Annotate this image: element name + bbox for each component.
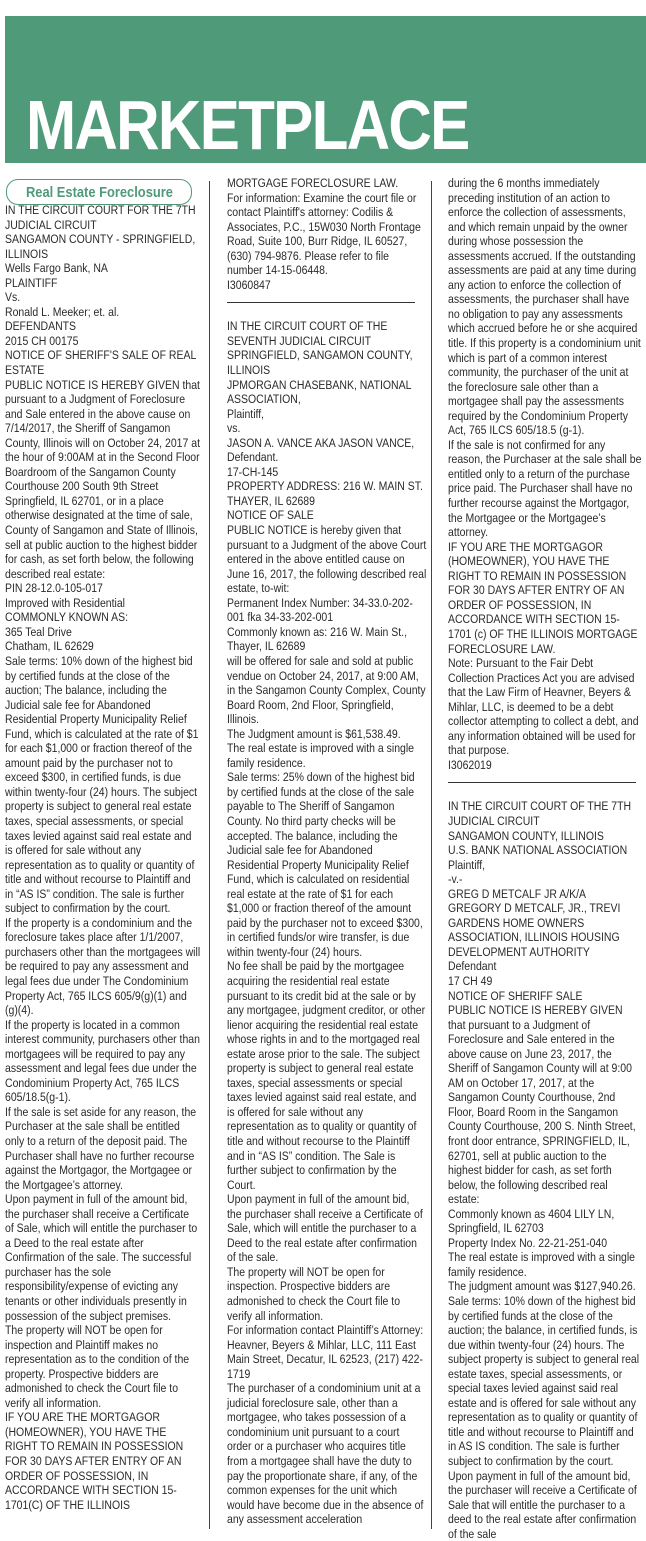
notice-paragraph: PIN 28-12.0-105-017: [5, 581, 103, 596]
notice-paragraph: Chatham, IL 62629: [5, 639, 94, 654]
notice-paragraph: Commonly known as: 216 W. Main St., Thayer, IL 62689: [227, 624, 408, 654]
notice-paragraph: COMMONLY KNOWN AS:: [5, 610, 129, 625]
notice-paragraph: PUBLIC NOTICE IS HEREBY GIVEN that pursuant to a Judgment of Foreclosure and Sale entered in the above cause on June 23, 2017, the Sheriff of Sangamon County will at 9:00 AM on October 17, 2017, at the Sangamon County Courthouse, 2nd Floor, Board Room in the Sangamon County Courthouse, 200 S. Ninth Street, front door entrance, SPRINGFIELD, IL, 62701, sell at public auction to the highest bidder for cash, as set forth below, the following described real estate:: [448, 1003, 636, 1207]
notice-paragraph: Upon payment in full of the amount bid, the purchaser will receive a Certificate of Sale that will entitle the purchaser to a deed to the real estate after confirmation of the sale: [448, 1468, 637, 1541]
notice-paragraph: Plaintiff,: [448, 857, 486, 872]
notice-paragraph: Commonly known as 4604 LILY LN, Springfield, IL 62703: [448, 1206, 615, 1236]
notice-paragraph: Sale terms: 10% down of the highest bid by certified funds at the close of the auction; The balance, including the Judicial sale fee for Abandoned Residential Property Municipality Relief Fund, which is calculated at the rate of $1 for each $1,000 or fraction thereof of the amount paid by the purchaser not to exceed $300, in certified funds, is due within twenty-four (24) hours. The subject property is subject to general real estate taxes, special assessments, or special taxes levied against said real estate and is offered for sale without any representation as to quality or quantity of title and without recourse to Plaintiff and in “AS IS” condition. The sale is further subject to confirmation by the court.: [5, 653, 199, 916]
notice-paragraph: SANGAMON COUNTY - SPRINGFIELD, ILLINOIS: [5, 232, 196, 261]
notice-paragraph: will be offered for sale and sold at public vendue on October 24, 2017, at 9:00 AM, in the Sangamon County Complex, County Board Room, 2nd Floor, Springfield, Illinois.: [227, 653, 426, 727]
notice-paragraph: Defendant: [448, 959, 497, 974]
notice-paragraph: Sale terms: 10% down of the highest bid by certified funds at the close of the auction; the balance, in certified funds, is due within twenty-four (24) hours. The subject property is subject to general real estate taxes, special assessments, or special taxes levied against said real estate and is offered for sale without any representation as to quality or quantity of title and without recourse to Plaintiff and in AS IS condition. The sale is further subject to confirmation by the court.: [448, 1294, 640, 1469]
notice-paragraph: IF YOU ARE THE MORTGAGOR (HOMEOWNER), YOU HAVE THE RIGHT TO REMAIN IN POSSESSION FOR 30 DAYS AFTER ENTRY OF AN ORDER OF POSSESSION, IN ACCORDANCE WITH SECTION 15-1701 (c) OF THE ILLINOIS MORTGAGE FORECLOSURE LAW.: [448, 539, 638, 656]
notice-paragraph: PUBLIC NOTICE IS HEREBY GIVEN that pursuant to a Judgment of Foreclosure and Sale entered in the above cause on 7/14/2017, the Sheriff of Sangamon County, Illinois will on October 24, 2017 at the hour of 9:00AM at in the Second Floor Boardroom of the Sangamon County Courthouse 200 South 9th Street Springfield, IL 62701, or in a place otherwise designated at the time of sale, County of Sangamon and State of Illinois, sell at public auction to the highest bidder for cash, as set forth below, the following described real estate:: [5, 377, 200, 581]
notice-paragraph: 17 CH 49: [448, 973, 493, 988]
notice-paragraph: NOTICE OF SHERIFF SALE: [448, 988, 583, 1003]
notice-paragraph: If the sale is set aside for any reason, the Purchaser at the sale shall be entitled only to a return of the deposit paid. The Purchaser shall have no further recourse against the Mortgagor, the Mortgagee or the Mortgagee’s attorney.: [5, 1104, 197, 1192]
notice-paragraph: Permanent Index Number: 34-33.0-202-001 fka 34-33-202-001: [227, 595, 413, 625]
legal-notice-metcalf: [448, 799, 642, 1541]
notice-paragraph: PLAINTIFF: [5, 275, 58, 290]
notice-paragraph: PUBLIC NOTICE is hereby given that pursuant to a Judgment of the above Court entered in the above entitled cause on June 16, 2017, the following described real estate, to-wit:: [227, 523, 427, 596]
notice-paragraph: IF YOU ARE THE MORTGAGOR (HOMEOWNER), YOU HAVE THE RIGHT TO REMAIN IN POSSESSION FOR 30 DAYS AFTER ENTRY OF AN ORDER OF POSSESSION, IN ACCORDANCE WITH SECTION 15-1701(C) OF THE ILLINOIS: [5, 1410, 184, 1512]
notice-paragraph: SANGAMON COUNTY, ILLINOIS: [448, 828, 604, 843]
notice-paragraph: The property will NOT be open for inspection and Plaintiff makes no representation as to the condition of the property. Prospective bidders are admonished to check the Court file to verify all information.: [5, 1323, 190, 1410]
notice-paragraph: I3060847: [227, 277, 271, 292]
column-divider: [209, 181, 210, 1529]
notice-separator: [227, 302, 415, 303]
notice-paragraph: The judgment amount was $127,940.26.: [448, 1279, 636, 1294]
notice-paragraph: Property Index No. 22-21-251-040: [448, 1235, 608, 1250]
notice-paragraph: JPMORGAN CHASEBANK, NATIONAL ASSOCIATION,: [227, 377, 412, 407]
notice-paragraph: If the property is located in a common interest community, purchasers other than mortgagees will be required to pay any assessment and legal fees due under the Condominium Property Act, 765 ILCS 605/18.5(g-1).: [5, 1017, 200, 1105]
legal-notice-vance: [227, 319, 427, 1526]
notice-paragraph: -v.-: [448, 872, 463, 887]
notice-paragraph: NOTICE OF SALE: [227, 508, 314, 523]
notice-paragraph: Upon payment in full of the amount bid, the purchaser shall receive a Certificate of Sale, which will entitle the purchaser to a Deed to the real estate after Confirmation of the sale. The successful purchaser has the sole responsibility/expense of evicting any tenants or other individuals presently in possession of the subject premises.: [5, 1192, 198, 1323]
page-title: MARKETPLACE: [26, 86, 469, 164]
column-middle: [227, 176, 427, 1527]
notice-paragraph: 2015 CH 00175: [5, 333, 79, 348]
notice-paragraph: PROPERTY ADDRESS: 216 W. MAIN ST. THAYER, IL 62689: [227, 479, 423, 508]
notice-paragraph: Defendant.: [227, 450, 279, 465]
notice-paragraph: U.S. BANK NATIONAL ASSOCIATION: [448, 843, 628, 858]
notice-paragraph: The purchaser of a condominium unit at a judicial foreclosure sale, other than a mortgagee, who takes possession of a condominium unit pursuant to a court order or a purchaser who acquires title from a mortgagee shall have the duty to pay the proportionate share, if any, of the common expenses for the unit which would have become due in the absence of any assessment acceleration: [227, 1381, 424, 1527]
notice-paragraph: No fee shall be paid by the mortgagee acquiring the residential real estate pursuant to its credit bid at the sale or by any mortgagee, judgment creditor, or other lienor acquiring the residential real estate whose rights in and to the mortgaged real estate arose prior to the sale. The subject property is subject to general real estate taxes, special assessments or special taxes levied against said real estate, and is offered for sale without any representation as to quality or quantity of title and without recourse to the Plaintiff and in “AS IS” condition. The Sale is further subject to confirmation by the Court.: [227, 959, 426, 1192]
section-label-real-estate-foreclosure: [6, 179, 192, 205]
notice-paragraph: 17-CH-145: [227, 464, 279, 479]
notice-paragraph: Sale terms: 25% down of the highest bid by certified funds at the close of the sale payable to The Sheriff of Sangamon County. No third party checks will be accepted. The balance, including the Judicial sale fee for Abandoned Residential Property Municipality Relief Fund, which is calculated on residential real estate at the rate of $1 for each $1,000 or fraction thereof of the amount paid by the purchaser not to exceed $300, in certified funds/or wire transfer, is due within twenty-four (24) hours.: [227, 770, 423, 959]
notice-paragraph: vs.: [227, 421, 241, 436]
notice-paragraph: Upon payment in full of the amount bid, the purchaser shall receive a Certificate of Sale, which will entitle the purchaser to a Deed to the real estate after confirmation of the sale.: [227, 1192, 423, 1265]
notice-paragraph: For information contact Plaintiff’s Attorney: Heavner, Beyers & Mihlar, LLC, 111 East Main Street, Decatur, IL 62523, (217) 422-1719: [227, 1323, 424, 1381]
notice-paragraph: MORTGAGE FORECLOSURE LAW.: [227, 176, 399, 190]
marketplace-banner: [5, 16, 646, 163]
notice-separator: [448, 782, 636, 783]
notice-paragraph: IN THE CIRCUIT COURT OF THE 7TH JUDICIAL CIRCUIT: [448, 799, 632, 828]
notice-paragraph: Improved with Residential: [5, 595, 126, 610]
notice-paragraph: IN THE CIRCUIT COURT FOR THE 7TH JUDICIAL CIRCUIT: [5, 203, 196, 232]
notice-paragraph: Note: Pursuant to the Fair Debt Collection Practices Act you are advised that the Law Firm of Heavner, Beyers & Mihlar, LLC, is deemed to be a debt collector attempting to collect a debt, and any information obtained will be used for that purpose.: [448, 656, 639, 758]
notice-paragraph: Plaintiff,: [227, 406, 265, 421]
notice-paragraph: The Judgment amount is $61,538.49.: [227, 726, 401, 741]
notice-paragraph: The real estate is improved with a single family residence.: [448, 1250, 636, 1279]
legal-notice-meeker: [5, 203, 201, 1512]
legal-notice-meeker-continued: [227, 176, 427, 292]
notice-paragraph: Ronald L. Meeker; et. al.: [5, 304, 120, 319]
column-left: [5, 203, 201, 1512]
notice-paragraph: Wells Fargo Bank, NA: [5, 261, 108, 276]
section-label-text: Real Estate Foreclosure: [25, 183, 173, 201]
column-right: [448, 176, 642, 1541]
notice-paragraph: during the 6 months immediately preceding institution of an action to enforce the collection of assessments, and which remain unpaid by the owner during whose possession the assessments accrued. If the outstanding assessments are paid at any time during any action to enforce the collection of assessments, the purchaser shall have no obligation to pay any assessments which accrued before he or she acquired title. If this property is a condominium unit which is part of a common interest community, the purchaser of the unit at the foreclosure sale other than a mortgagee shall pay the assessments required by the Condominium Property Act, 765 ILCS 605/18.5 (g-1).: [448, 176, 641, 438]
notice-paragraph: GREG D METCALF JR A/K/A GREGORY D METCALF, JR., TREVI GARDENS HOME OWNERS ASSOCIATION, ILLINOIS HOUSING DEVELOPMENT AUTHORITY: [448, 886, 621, 959]
notice-paragraph: SPRINGFIELD, SANGAMON COUNTY, ILLINOIS: [227, 348, 413, 378]
notice-paragraph: DEFENDANTS: [5, 319, 77, 334]
notice-paragraph: If the property is a condominium and the foreclosure takes place after 1/1/2007, purchasers other than the mortgagees will be required to pay any assessment and legal fees due under The Condominium Property Act, 765 ILCS 605/9(g)(1) and (g)(4).: [5, 915, 201, 1018]
notice-paragraph: For information: Examine the court file or contact Plaintiff's attorney: Codilis & Associates, P.C., 15W030 North Frontage Road, Suite 100, Burr Ridge, IL 60527, (630) 794-9876. Please refer to file number 14-15-06448.: [227, 190, 421, 278]
notice-paragraph: 365 Teal Drive: [5, 624, 72, 639]
notice-paragraph: If the sale is not confirmed for any reason, the Purchaser at the sale shall be entitled only to a return of the purchase price paid. The Purchaser shall have no further recourse against the Mortgagor, the Mortgagee or the Mortgagee’s attorney.: [448, 437, 642, 540]
notice-paragraph: The property will NOT be open for inspection. Prospective bidders are admonished to check the Court file to verify all information.: [227, 1264, 401, 1323]
column-divider: [431, 181, 432, 1529]
notice-paragraph: IN THE CIRCUIT COURT OF THE SEVENTH JUDICIAL CIRCUIT: [227, 319, 388, 348]
legal-notice-vance-continued: [448, 176, 642, 772]
notice-paragraph: JASON A. VANCE AKA JASON VANCE,: [227, 435, 415, 450]
notice-paragraph: Vs.: [5, 290, 21, 305]
notice-paragraph: The real estate is improved with a single family residence.: [227, 741, 415, 770]
notice-paragraph: I3062019: [448, 757, 492, 772]
notice-paragraph: NOTICE OF SHERIFF'S SALE OF REAL ESTATE: [5, 348, 196, 378]
